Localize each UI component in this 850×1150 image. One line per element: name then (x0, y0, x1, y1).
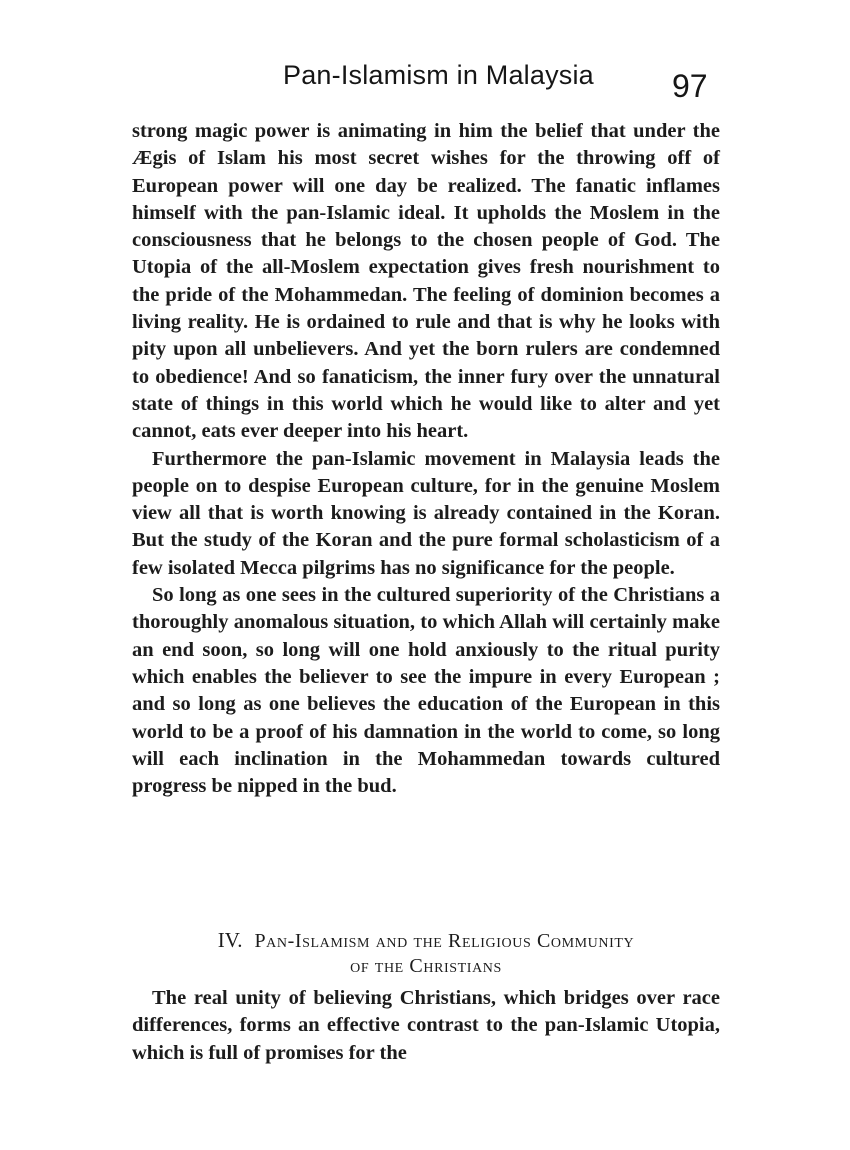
paragraph-continued: strong magic power is animating in him the belief that under the Ægis of Islam his most secret wishes for the throwing off of European power will one day be realized. The fanatic inflames himself with the pan-Islamic ideal. It upholds the Moslem in the consciousness that he belongs to the chosen people of God. The Utopia of the all-Moslem expectation gives fresh nourishment to the pride of the Mohammedan. The feeling of dominion becomes a living reality. He is ordained to rule and that is why he looks with pity upon all unbelievers. And yet the born rulers are condemned to obedience! And so fanaticism, the inner fury over the unnatural state of things in this world which he would like to alter and yet cannot, eats ever deeper into his heart. (132, 120, 720, 443)
running-title: Pan-Islamism in Malaysia (283, 60, 594, 90)
paragraph: The real unity of believing Christians, which bridges over race differences, forms an effective contrast to the pan-Islamic Utopia, which is full of promises for the (132, 987, 720, 1064)
section-heading (132, 928, 720, 979)
paragraph: So long as one sees in the cultured superiority of the Christians a thoroughly anomalous situation, to which Allah will certainly make an end soon, so long will one hold anxiously to the ritual purity which enables the believer to see the impure in every European ; and so long as one believes the education of the European in this world to be a proof of his damnation in the world to come, so long will each inclination in the Mohammedan towards cultured progress be nipped in the bud. (132, 584, 720, 798)
page-number: 97 (672, 68, 708, 104)
section-title-line2: of the Christians (350, 955, 502, 977)
section-number: IV. (217, 928, 243, 952)
body-text (132, 118, 720, 800)
section-body (132, 985, 720, 1067)
section-title-line1: Pan-Islamism and the Religious Community (254, 930, 635, 952)
paragraph: Furthermore the pan-Islamic movement in Malaysia leads the people on to despise European culture, for in the genuine Moslem view all that is worth knowing is already contained in the Koran. But the study of the Koran and the pure formal scholasticism of a few isolated Mecca pilgrims has no significance for the people. (132, 447, 720, 579)
